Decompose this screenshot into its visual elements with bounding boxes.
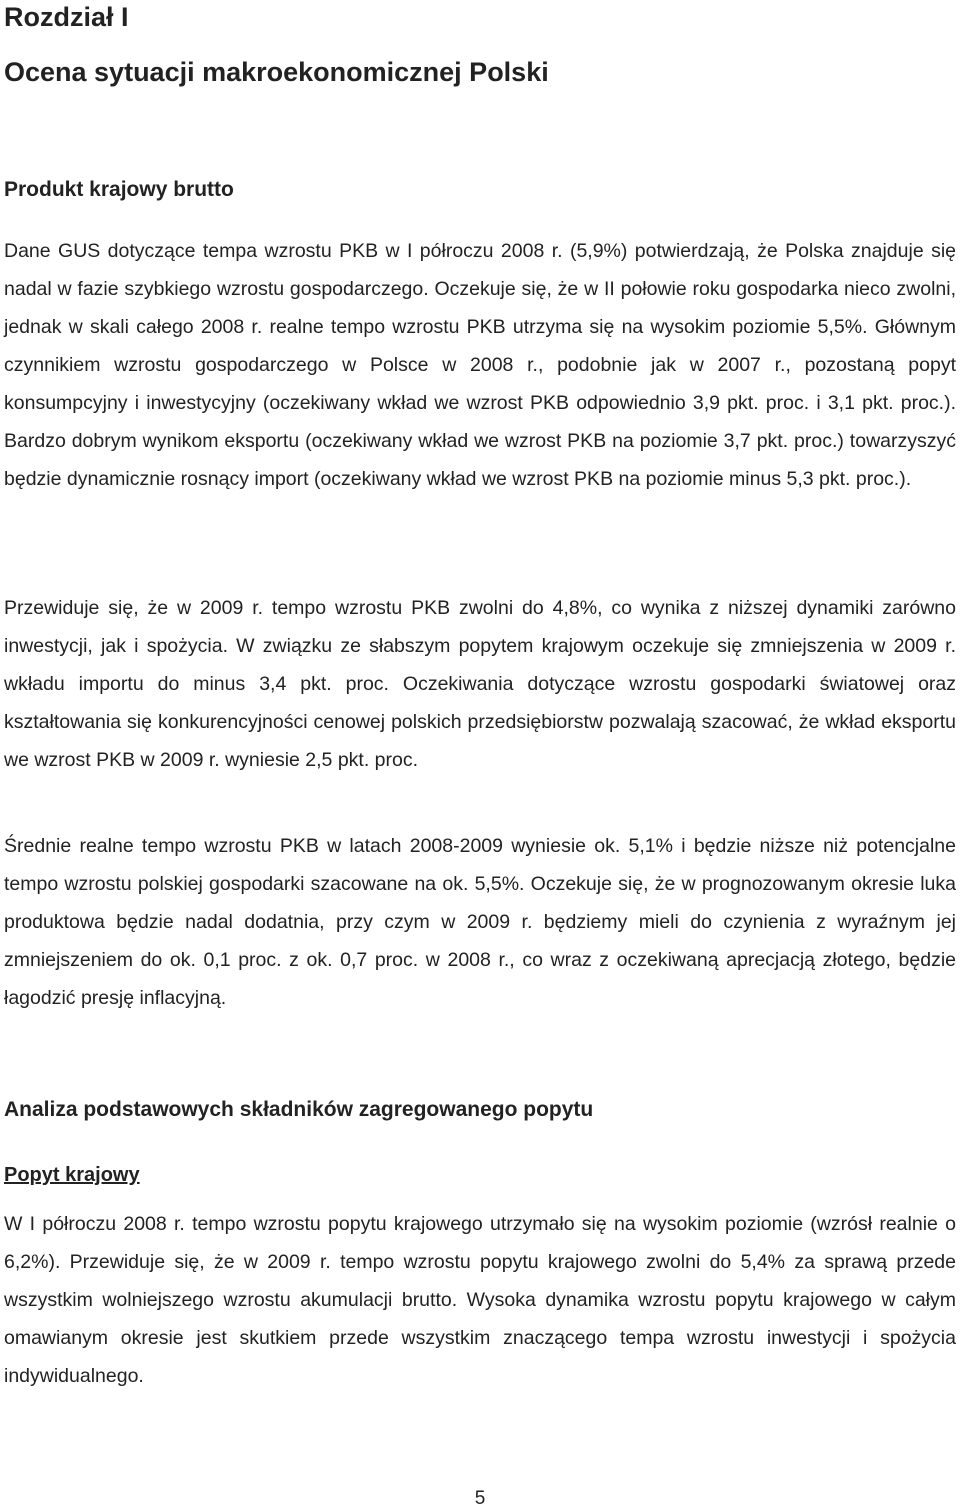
paragraph: W I półroczu 2008 r. tempo wzrostu popytu krajowego utrzymało się na wysokim poziomie (wzrósł realnie o 6,2%). Przewiduje się, że w 2009 r. tempo wzrostu popytu krajowego zwolni do 5,4% za sprawą przede wszystkim wolniejszego wzrostu akumulacji brutto. Wysoka dynamika wzrostu popytu krajowego w całym omawianym okresie jest skutkiem przede wszystkim znaczącego tempa wzrostu inwestycji i spożycia indywidualnego. — [4, 1213, 956, 1387]
paragraph: Dane GUS dotyczące tempa wzrostu PKB w I półroczu 2008 r. (5,9%) potwierdzają, że Polska znajduje się nadal w fazie szybkiego wzrostu gospodarczego. Oczekuje się, że w II połowie roku gospodarka nieco zwolni, jednak w skali całego 2008 r. realne tempo wzrostu PKB utrzyma się na wysokim poziomie 5,5%. Głównym czynnikiem wzrostu gospodarczego w Polsce w 2008 r., podobnie jak w 2007 r., pozostaną popyt konsumpcyjny i inwestycyjny (oczekiwany wkład we wzrost PKB odpowiednio 3,9 pkt. proc. i 3,1 pkt. proc.). Bardzo dobrym wynikom eksportu (oczekiwany wkład we wzrost PKB na poziomie 3,7 pkt. proc.) towarzyszyć będzie dynamicznie rosnący import (oczekiwany wkład we wzrost PKB na poziomie minus 5,3 pkt. proc.). — [4, 240, 956, 490]
section-heading-pkb: Produkt krajowy brutto — [4, 178, 234, 201]
paragraph: Średnie realne tempo wzrostu PKB w latach 2008-2009 wyniesie ok. 5,1% i będzie niższe niż potencjalne tempo wzrostu polskiej gospodarki szacowane na ok. 5,5%. Oczekuje się, że w prognozowanym okresie luka produktowa będzie nadal dodatnia, przy czym w 2009 r. będziemy mieli do czynienia z wyraźnym jej zmniejszeniem do ok. 0,1 proc. z ok. 0,7 proc. w 2008 r., co wraz z oczekiwaną aprecjacją złotego, będzie łagodzić presję inflacyjną. — [4, 835, 956, 1009]
chapter-label: Rozdział I — [4, 2, 129, 32]
section-heading-analiza: Analiza podstawowych składników zagregowanego popytu — [4, 1098, 594, 1121]
page-number: 5 — [474, 1488, 486, 1509]
chapter-title: Ocena sytuacji makroekonomicznej Polski — [4, 57, 549, 87]
paragraph: Przewiduje się, że w 2009 r. tempo wzrostu PKB zwolni do 4,8%, co wynika z niższej dynamiki zarówno inwestycji, jak i spożycia. W związku ze słabszym popytem krajowym oczekuje się zmniejszenia w 2009 r. wkładu importu do minus 3,4 pkt. proc. Oczekiwania dotyczące wzrostu gospodarki światowej oraz kształtowania się konkurencyjności cenowej polskich przedsiębiorstw pozwalają szacować, że wkład eksportu we wzrost PKB w 2009 r. wyniesie 2,5 pkt. proc. — [4, 597, 956, 771]
subheading-popyt-krajowy: Popyt krajowy — [4, 1164, 140, 1186]
